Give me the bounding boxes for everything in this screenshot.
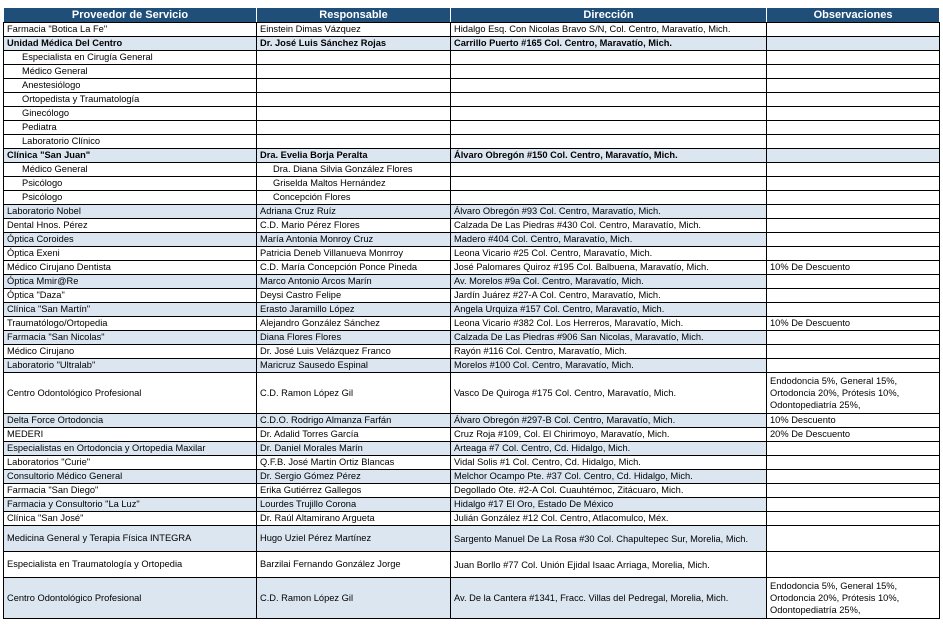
cell-responsable: Hugo Uziel Pérez Martínez bbox=[257, 526, 451, 552]
cell-proveedor: Pediatra bbox=[4, 121, 257, 135]
table-row bbox=[4, 275, 940, 289]
cell-observaciones bbox=[767, 163, 940, 177]
header-responsable: Responsable bbox=[257, 8, 451, 23]
cell-direccion: José Palomares Quiroz #195 Col. Balbuena, Maravatío, Mich. bbox=[451, 261, 767, 275]
cell-direccion: Álvaro Obregón #93 Col. Centro, Maravatío, Mich. bbox=[451, 205, 767, 219]
table-row bbox=[4, 359, 940, 373]
cell-proveedor: Laboratorio Clínico bbox=[4, 135, 257, 149]
cell-direccion: Av. Morelos #9a Col. Centro, Maravatío, Mich. bbox=[451, 275, 767, 289]
cell-observaciones: 20% De Descuento bbox=[767, 428, 940, 442]
cell-responsable: Alejandro González Sánchez bbox=[257, 317, 451, 331]
cell-observaciones bbox=[767, 526, 940, 552]
cell-observaciones bbox=[767, 456, 940, 470]
cell-observaciones bbox=[767, 93, 940, 107]
table-row bbox=[4, 93, 940, 107]
cell-proveedor: Centro Odontológico Profesional bbox=[4, 578, 257, 619]
cell-proveedor: Clínica "San José" bbox=[4, 512, 257, 526]
cell-observaciones bbox=[767, 79, 940, 93]
cell-observaciones bbox=[767, 275, 940, 289]
cell-observaciones bbox=[767, 177, 940, 191]
cell-responsable: Erasto Jaramillo López bbox=[257, 303, 451, 317]
cell-responsable: Griselda Maltos Hernández bbox=[257, 177, 451, 191]
cell-direccion: Morelos #100 Col. Centro, Maravatío, Mich. bbox=[451, 359, 767, 373]
cell-proveedor: Anestesiólogo bbox=[4, 79, 257, 93]
cell-responsable: Erika Gutiérrez Gallegos bbox=[257, 484, 451, 498]
table-row bbox=[4, 261, 940, 275]
table-row bbox=[4, 428, 940, 442]
cell-responsable: C.D.O. Rodrigo Almanza Farfán bbox=[257, 414, 451, 428]
cell-proveedor: Unidad Médica Del Centro bbox=[4, 37, 257, 51]
cell-direccion bbox=[451, 65, 767, 79]
header-direccion: Dirección bbox=[451, 8, 767, 23]
cell-proveedor: Médico General bbox=[4, 163, 257, 177]
cell-proveedor: Farmacia "Botica La Fe" bbox=[4, 23, 257, 37]
cell-observaciones bbox=[767, 484, 940, 498]
cell-proveedor: Óptica Exeni bbox=[4, 247, 257, 261]
cell-proveedor: Especialista en Traumatología y Ortopedia bbox=[4, 552, 257, 578]
cell-responsable: Dr. Daniel Morales Marín bbox=[257, 442, 451, 456]
cell-direccion bbox=[451, 135, 767, 149]
cell-responsable: Diana Flores Flores bbox=[257, 331, 451, 345]
cell-proveedor: Óptica "Daza" bbox=[4, 289, 257, 303]
cell-proveedor: Óptica Mmir@Re bbox=[4, 275, 257, 289]
cell-observaciones bbox=[767, 512, 940, 526]
table-row bbox=[4, 484, 940, 498]
table-row bbox=[4, 219, 940, 233]
table-row bbox=[4, 512, 940, 526]
cell-responsable: C.D. María Concepción Ponce Pineda bbox=[257, 261, 451, 275]
cell-direccion: Madero #404 Col. Centro, Maravatío, Mich. bbox=[451, 233, 767, 247]
table-row bbox=[4, 149, 940, 163]
table-row bbox=[4, 135, 940, 149]
cell-proveedor: Médico Cirujano Dentista bbox=[4, 261, 257, 275]
cell-direccion bbox=[451, 79, 767, 93]
cell-responsable bbox=[257, 121, 451, 135]
cell-responsable: Lourdes Trujillo Corona bbox=[257, 498, 451, 512]
header-row bbox=[4, 8, 940, 23]
cell-proveedor: Farmacia y Consultorio "La Luz" bbox=[4, 498, 257, 512]
cell-proveedor: Laboratorio Nobel bbox=[4, 205, 257, 219]
cell-direccion bbox=[451, 107, 767, 121]
cell-proveedor: Farmacia "San Nicolas" bbox=[4, 331, 257, 345]
cell-observaciones bbox=[767, 205, 940, 219]
cell-observaciones bbox=[767, 107, 940, 121]
cell-responsable: Barzilai Fernando González Jorge bbox=[257, 552, 451, 578]
table-row bbox=[4, 247, 940, 261]
cell-proveedor: Consultorio Médico General bbox=[4, 470, 257, 484]
table-row bbox=[4, 107, 940, 121]
cell-responsable: Dr. José Luis Velázquez Franco bbox=[257, 345, 451, 359]
cell-responsable: Dra. Diana Silvia González Flores bbox=[257, 163, 451, 177]
cell-observaciones bbox=[767, 359, 940, 373]
table-row bbox=[4, 373, 940, 414]
cell-responsable bbox=[257, 135, 451, 149]
cell-responsable: María Antonia Monroy Cruz bbox=[257, 233, 451, 247]
cell-responsable: C.D. Mario Pérez Flores bbox=[257, 219, 451, 233]
cell-proveedor: Clínica "San Juan" bbox=[4, 149, 257, 163]
cell-direccion: Arteaga #7 Col. Centro, Cd. Hidalgo, Mich. bbox=[451, 442, 767, 456]
table-row bbox=[4, 79, 940, 93]
cell-direccion bbox=[451, 177, 767, 191]
cell-proveedor: Psicólogo bbox=[4, 191, 257, 205]
table-row bbox=[4, 303, 940, 317]
cell-responsable: Dr. Raúl Altamirano Argueta bbox=[257, 512, 451, 526]
table-row bbox=[4, 65, 940, 79]
header-observaciones: Observaciones bbox=[767, 8, 940, 23]
cell-observaciones bbox=[767, 149, 940, 163]
cell-observaciones bbox=[767, 135, 940, 149]
cell-observaciones bbox=[767, 233, 940, 247]
cell-direccion bbox=[451, 93, 767, 107]
cell-direccion bbox=[451, 163, 767, 177]
cell-responsable: Dr. Adalid Torres García bbox=[257, 428, 451, 442]
cell-direccion: Vasco De Quiroga #175 Col. Centro, Maravatío, Mich. bbox=[451, 373, 767, 414]
cell-responsable: Concepción Flores bbox=[257, 191, 451, 205]
cell-proveedor: Óptica Coroides bbox=[4, 233, 257, 247]
cell-observaciones: 10% De Descuento bbox=[767, 317, 940, 331]
cell-direccion: Hidalgo #17 El Oro, Estado De México bbox=[451, 498, 767, 512]
table-row bbox=[4, 552, 940, 578]
cell-responsable: Q.F.B. José Martin Ortiz Blancas bbox=[257, 456, 451, 470]
cell-proveedor: Especialista en Cirugía General bbox=[4, 51, 257, 65]
table-row bbox=[4, 317, 940, 331]
cell-observaciones bbox=[767, 345, 940, 359]
cell-observaciones bbox=[767, 552, 940, 578]
cell-proveedor: Ortopedista y Traumatología bbox=[4, 93, 257, 107]
table-row bbox=[4, 289, 940, 303]
cell-direccion: Leona Vicario #25 Col. Centro, Maravatío, Mich. bbox=[451, 247, 767, 261]
cell-observaciones: Endodoncia 5%, General 15%, Ortodoncia 20%, Prótesis 10%, Odontopediatría 25%, bbox=[767, 578, 940, 619]
cell-direccion bbox=[451, 51, 767, 65]
table-row bbox=[4, 37, 940, 51]
cell-responsable bbox=[257, 107, 451, 121]
table-row bbox=[4, 177, 940, 191]
table-row bbox=[4, 191, 940, 205]
cell-direccion: Leona Vicario #382 Col. Los Herreros, Maravatío, Mich. bbox=[451, 317, 767, 331]
cell-direccion: Vidal Solis #1 Col. Centro, Cd. Hidalgo, Mich. bbox=[451, 456, 767, 470]
cell-observaciones bbox=[767, 331, 940, 345]
cell-observaciones bbox=[767, 191, 940, 205]
cell-responsable: Marco Antonio Arcos Marín bbox=[257, 275, 451, 289]
cell-proveedor: Traumatólogo/Ortopedia bbox=[4, 317, 257, 331]
table-row bbox=[4, 51, 940, 65]
cell-observaciones bbox=[767, 65, 940, 79]
cell-proveedor: Clínica "San Martín" bbox=[4, 303, 257, 317]
cell-responsable bbox=[257, 79, 451, 93]
cell-responsable: Patricia Deneb Villanueva Monrroy bbox=[257, 247, 451, 261]
table-row bbox=[4, 233, 940, 247]
table-row bbox=[4, 578, 940, 619]
cell-direccion: Rayón #116 Col. Centro, Maravatío, Mich. bbox=[451, 345, 767, 359]
cell-proveedor: Centro Odontológico Profesional bbox=[4, 373, 257, 414]
cell-observaciones bbox=[767, 289, 940, 303]
cell-responsable: Dra. Evelia Borja Peralta bbox=[257, 149, 451, 163]
cell-responsable bbox=[257, 51, 451, 65]
cell-observaciones bbox=[767, 219, 940, 233]
cell-proveedor: Laboratorios "Curie" bbox=[4, 456, 257, 470]
cell-proveedor: Especialistas en Ortodoncia y Ortopedia Maxilar bbox=[4, 442, 257, 456]
cell-responsable: C.D. Ramon López Gil bbox=[257, 578, 451, 619]
cell-observaciones bbox=[767, 303, 940, 317]
table-row bbox=[4, 205, 940, 219]
cell-observaciones bbox=[767, 37, 940, 51]
table-row bbox=[4, 442, 940, 456]
cell-observaciones: 10% De Descuento bbox=[767, 261, 940, 275]
cell-observaciones bbox=[767, 442, 940, 456]
cell-direccion bbox=[451, 121, 767, 135]
table-row bbox=[4, 470, 940, 484]
cell-direccion: Jardín Juárez #27-A Col. Centro, Maravatío, Mich. bbox=[451, 289, 767, 303]
header-proveedor: Proveedor de Servicio bbox=[4, 8, 257, 23]
cell-observaciones: 10% Descuento bbox=[767, 414, 940, 428]
cell-direccion: Degollado Ote. #2-A Col. Cuauhtémoc, Zitácuaro, Mich. bbox=[451, 484, 767, 498]
cell-proveedor: Psicólogo bbox=[4, 177, 257, 191]
cell-direccion: Carrillo Puerto #165 Col. Centro, Maravatío, Mich. bbox=[451, 37, 767, 51]
cell-direccion: Juan Borllo #77 Col. Unión Ejidal Isaac Arriaga, Morelia, Mich. bbox=[451, 552, 767, 578]
cell-proveedor: Médico General bbox=[4, 65, 257, 79]
cell-responsable: Einstein Dimas Vázquez bbox=[257, 23, 451, 37]
cell-observaciones bbox=[767, 498, 940, 512]
table-row bbox=[4, 345, 940, 359]
cell-observaciones bbox=[767, 247, 940, 261]
cell-responsable bbox=[257, 93, 451, 107]
table-row bbox=[4, 526, 940, 552]
cell-observaciones: Endodoncia 5%, General 15%, Ortodoncia 20%, Prótesis 10%, Odontopediatría 25%, bbox=[767, 373, 940, 414]
providers-table bbox=[3, 7, 940, 619]
table-row bbox=[4, 121, 940, 135]
cell-direccion: Hidalgo Esq. Con Nicolas Bravo S/N, Col. Centro, Maravatío, Mich. bbox=[451, 23, 767, 37]
cell-direccion: Sargento Manuel De La Rosa #30 Col. Chapultepec Sur, Morelia, Mich. bbox=[451, 526, 767, 552]
cell-observaciones bbox=[767, 470, 940, 484]
cell-responsable: Adriana Cruz Ruíz bbox=[257, 205, 451, 219]
cell-proveedor: Dental Hnos. Pérez bbox=[4, 219, 257, 233]
cell-direccion: Cruz Roja #109, Col. El Chirimoyo, Maravatío, Mich. bbox=[451, 428, 767, 442]
cell-proveedor: Médico Cirujano bbox=[4, 345, 257, 359]
cell-direccion: Angela Urquiza #157 Col. Centro, Maravatío, Mich. bbox=[451, 303, 767, 317]
cell-responsable: C.D. Ramon López Gil bbox=[257, 373, 451, 414]
cell-direccion bbox=[451, 191, 767, 205]
cell-proveedor: Ginecólogo bbox=[4, 107, 257, 121]
cell-proveedor: Medicina General y Terapia Física INTEGRA bbox=[4, 526, 257, 552]
cell-direccion: Calzada De Las Piedras #906 San Nicolas, Maravatío, Mich. bbox=[451, 331, 767, 345]
cell-responsable: Deysi Castro Felipe bbox=[257, 289, 451, 303]
cell-observaciones bbox=[767, 51, 940, 65]
cell-proveedor: Delta Force Ortodoncia bbox=[4, 414, 257, 428]
cell-observaciones bbox=[767, 23, 940, 37]
cell-responsable: Dr. Sergio Gómez Pérez bbox=[257, 470, 451, 484]
cell-direccion: Calzada De Las Piedras #430 Col. Centro, Maravatío, Mich. bbox=[451, 219, 767, 233]
table-row bbox=[4, 163, 940, 177]
cell-direccion: Melchor Ocampo Pte. #37 Col. Centro, Cd. Hidalgo, Mich. bbox=[451, 470, 767, 484]
cell-responsable: Maricruz Sausedo Espinal bbox=[257, 359, 451, 373]
cell-direccion: Av. De la Cantera #1341, Fracc. Villas del Pedregal, Morelia, Mich. bbox=[451, 578, 767, 619]
cell-direccion: Julián González #12 Col. Centro, Atlacomulco, Méx. bbox=[451, 512, 767, 526]
table-row bbox=[4, 498, 940, 512]
cell-responsable: Dr. José Luis Sánchez Rojas bbox=[257, 37, 451, 51]
cell-observaciones bbox=[767, 121, 940, 135]
table-row bbox=[4, 23, 940, 37]
cell-proveedor: Farmacia "San Diego" bbox=[4, 484, 257, 498]
table-row bbox=[4, 414, 940, 428]
cell-responsable bbox=[257, 65, 451, 79]
cell-proveedor: MEDERI bbox=[4, 428, 257, 442]
cell-direccion: Álvaro Obregón #297-B Col. Centro, Maravatío, Mich. bbox=[451, 414, 767, 428]
table-row bbox=[4, 331, 940, 345]
cell-proveedor: Laboratorio "Ultralab" bbox=[4, 359, 257, 373]
cell-direccion: Álvaro Obregón #150 Col. Centro, Maravatío, Mich. bbox=[451, 149, 767, 163]
table-row bbox=[4, 456, 940, 470]
